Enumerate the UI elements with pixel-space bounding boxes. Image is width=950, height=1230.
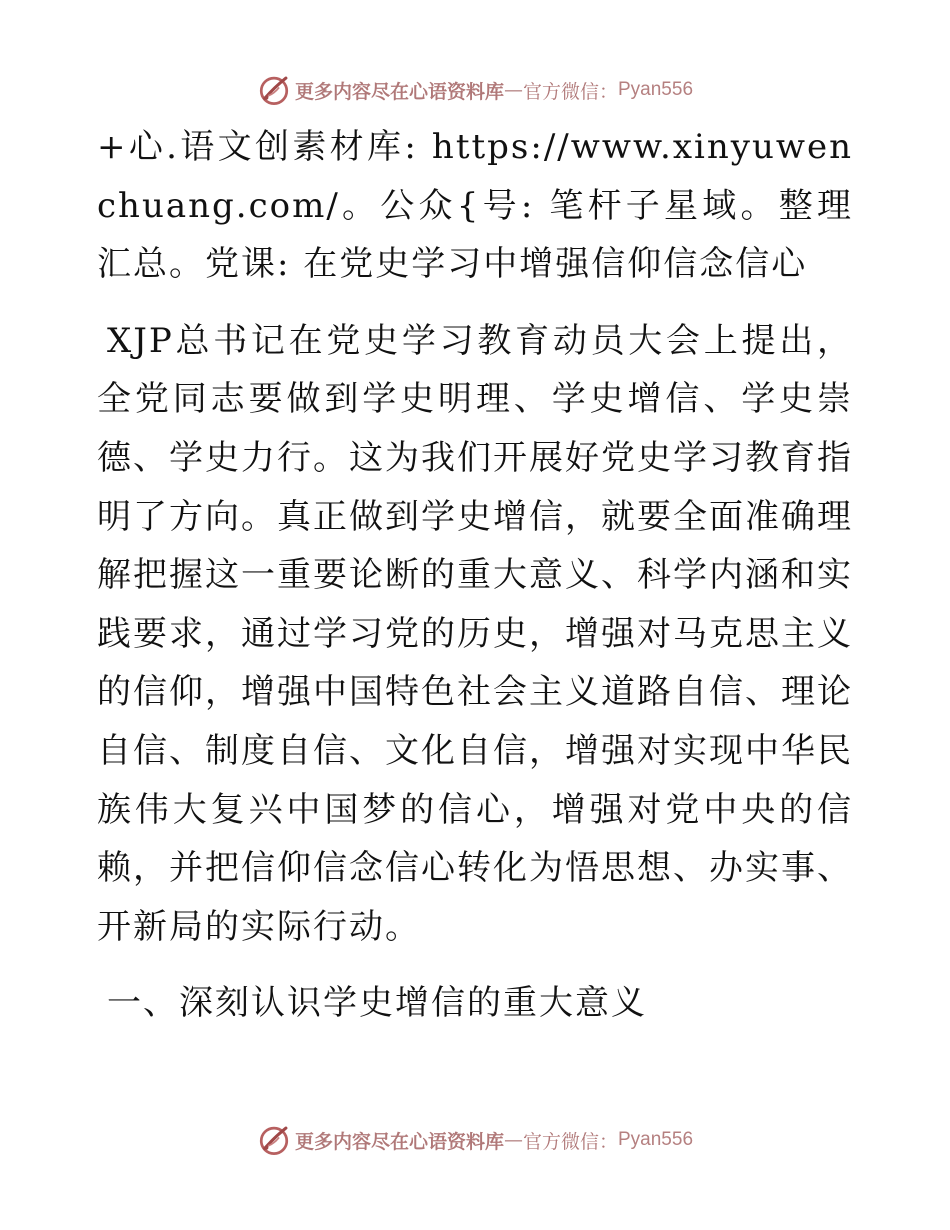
watermark-title: 更多内容尽在心语资料库 — [294, 80, 504, 103]
watermark-label: 官方微信： — [522, 80, 618, 103]
ink-brush-logo-icon — [257, 73, 291, 107]
section-heading: 一、深刻认识学史增信的重大意义 — [107, 983, 647, 1024]
watermark-title: 更多内容尽在心语资料库 — [294, 1130, 504, 1153]
watermark-separator: — — [503, 1129, 523, 1151]
intro-paragraph: +心.语文创素材库: https://www.xinyuwenchuang.com/。公众{号: 笔杆子星域。整理汇总。党课: 在党史学习中增强信仰信念信心 — [97, 127, 853, 285]
watermark-label: 官方微信： — [522, 1130, 618, 1153]
header-watermark — [0, 70, 950, 110]
watermark-separator: — — [503, 79, 523, 101]
body-paragraph: XJP总书记在党史学习教育动员大会上提出，全党同志要做到学史明理、学史增信、学史崇德、学史力行。这为我们开展好党史学习教育指明了方向。真正做到学史增信，就要全面准确理解把握这一重要论断的重大意义、科学内涵和实践要求，通过学习党的历史，增强对马克思主义的信仰，增强中国特色社会主义道路自信、理论自信、制度自信、文化自信，增强对实现中华民族伟大复兴中国梦的信心，增强对党中央的信赖，并把信仰信念信心转化为悟思想、办实事、开新局的实际行动。 — [97, 320, 853, 947]
watermark-wechat-id: Pyan556 — [618, 1129, 694, 1150]
footer-watermark — [0, 1120, 950, 1160]
document-body — [97, 118, 853, 1033]
ink-brush-logo-icon — [257, 1123, 291, 1157]
watermark-wechat-id: Pyan556 — [618, 79, 694, 100]
